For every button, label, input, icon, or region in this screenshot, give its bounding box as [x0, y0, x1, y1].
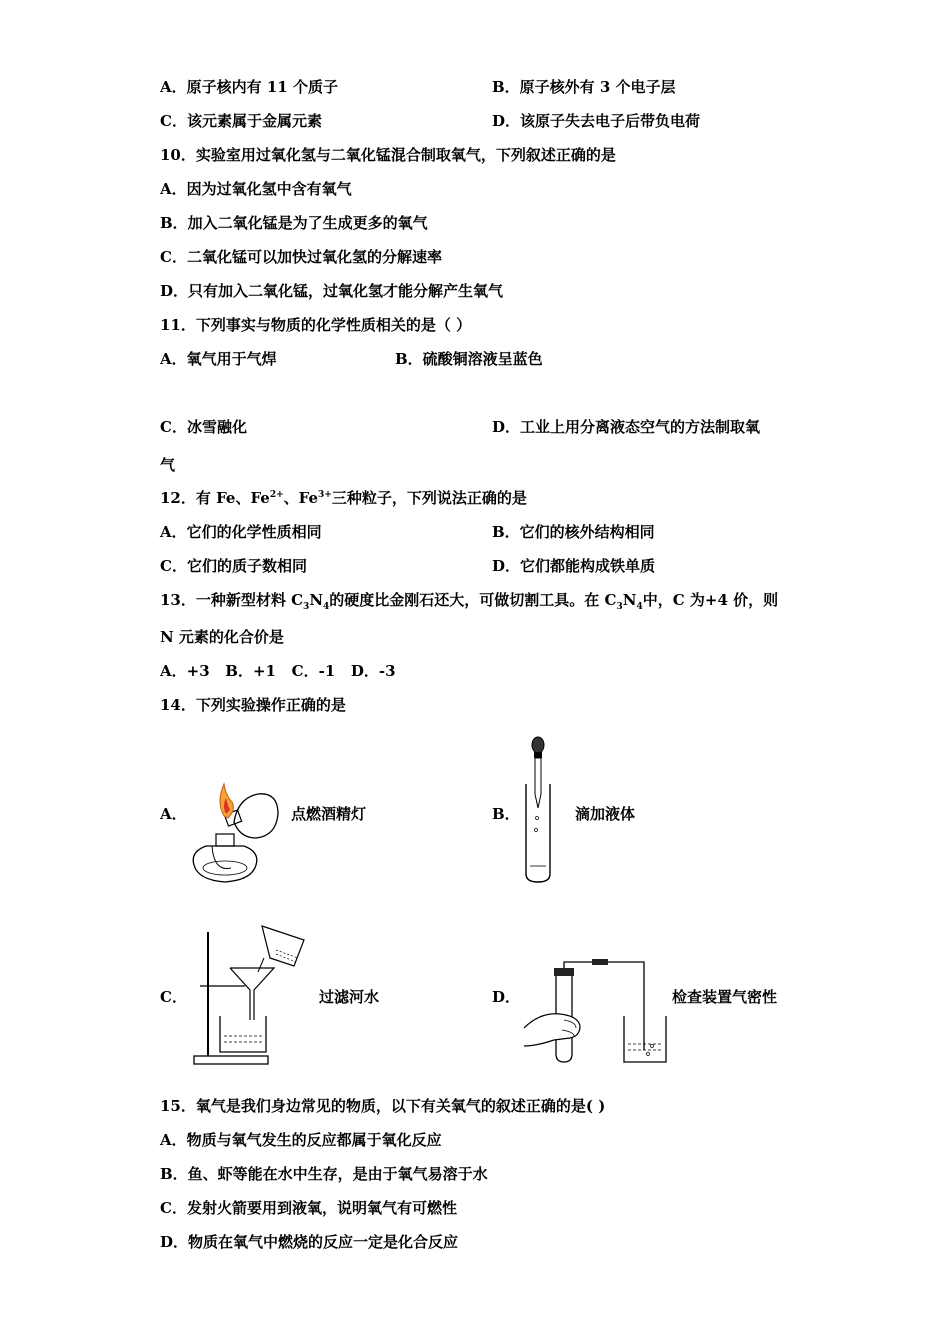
q14-option-a-letter: A． — [160, 805, 187, 823]
q12-option-a: A．它们的化学性质相同 — [160, 523, 322, 541]
q13-options: A．+3 B．+1 C．-1 D．-3 — [160, 662, 396, 680]
q9-option-a: A．原子核内有 11 个质子 — [160, 78, 338, 96]
q15-option-a: A．物质与氧气发生的反应都属于氧化反应 — [160, 1131, 442, 1149]
q12-option-b: B．它们的核外结构相同 — [492, 523, 655, 541]
q9-option-c: C．该元素属于金属元素 — [160, 112, 322, 130]
alcohol-lamp-illustration — [186, 780, 286, 890]
q15-stem: 15．氧气是我们身边常见的物质，以下有关氧气的叙述正确的是( ) — [160, 1097, 606, 1115]
q12-option-c: C．它们的质子数相同 — [160, 557, 307, 575]
q12-option-d: D．它们都能构成铁单质 — [492, 557, 656, 575]
q11-option-c: C．冰雪融化 — [160, 418, 247, 436]
q13-stem-line2: N 元素的化合价是 — [160, 628, 284, 646]
q14-option-a-caption: 点燃酒精灯 — [291, 805, 367, 823]
q10-stem: 10．实验室用过氧化氢与二氧化锰混合制取氧气，下列叙述正确的是 — [160, 146, 616, 164]
q11-option-d: D．工业上用分离液态空气的方法制取氧 — [492, 418, 761, 436]
dropper-test-tube-illustration — [518, 736, 558, 886]
q15-option-b: B．鱼、虾等能在水中生存，是由于氧气易溶于水 — [160, 1165, 488, 1183]
filtration-apparatus-illustration — [190, 920, 315, 1070]
q11-option-b: B．硫酸铜溶液呈蓝色 — [395, 350, 543, 368]
q14-option-b-letter: B． — [492, 805, 520, 823]
q15-option-d: D．物质在氧气中燃烧的反应一定是化合反应 — [160, 1233, 459, 1251]
q10-option-d: D．只有加入二氧化锰，过氧化氢才能分解产生氧气 — [160, 282, 504, 300]
q10-option-c: C．二氧化锰可以加快过氧化氢的分解速率 — [160, 248, 442, 266]
q12-stem: 12．有 Fe、$Fe^{2+}$、$Fe^{3+}$三种粒子，下列说法正确的是 — [160, 489, 527, 507]
q13-stem: 13．一种新型材料 $C_3N_4$的硬度比金刚石还大，可做切割工具。在 $C_3N_4$中，C 为+4 价，则 — [160, 591, 779, 612]
q11-option-d-wrap: 气 — [160, 456, 176, 474]
q15-option-c: C．发射火箭要用到液氧，说明氧气有可燃性 — [160, 1199, 457, 1217]
q14-stem: 14．下列实验操作正确的是 — [160, 696, 346, 714]
q14-option-c-letter: C． — [160, 988, 187, 1006]
airtightness-check-illustration — [520, 950, 670, 1070]
q11-stem: 11．下列事实与物质的化学性质相关的是（ ） — [160, 316, 472, 334]
q14-option-d-letter: D． — [492, 988, 521, 1006]
q10-option-a: A．因为过氧化氢中含有氧气 — [160, 180, 352, 198]
q11-option-a: A．氧气用于气焊 — [160, 350, 277, 368]
q9-option-b: B．原子核外有 3 个电子层 — [492, 78, 676, 96]
q10-option-b: B．加入二氧化锰是为了生成更多的氧气 — [160, 214, 428, 232]
q14-option-b-caption: 滴加液体 — [575, 805, 636, 823]
q14-option-c-caption: 过滤河水 — [319, 988, 380, 1006]
q9-option-d: D．该原子失去电子后带负电荷 — [492, 112, 701, 130]
q14-option-d-caption: 检查装置气密性 — [672, 988, 778, 1006]
